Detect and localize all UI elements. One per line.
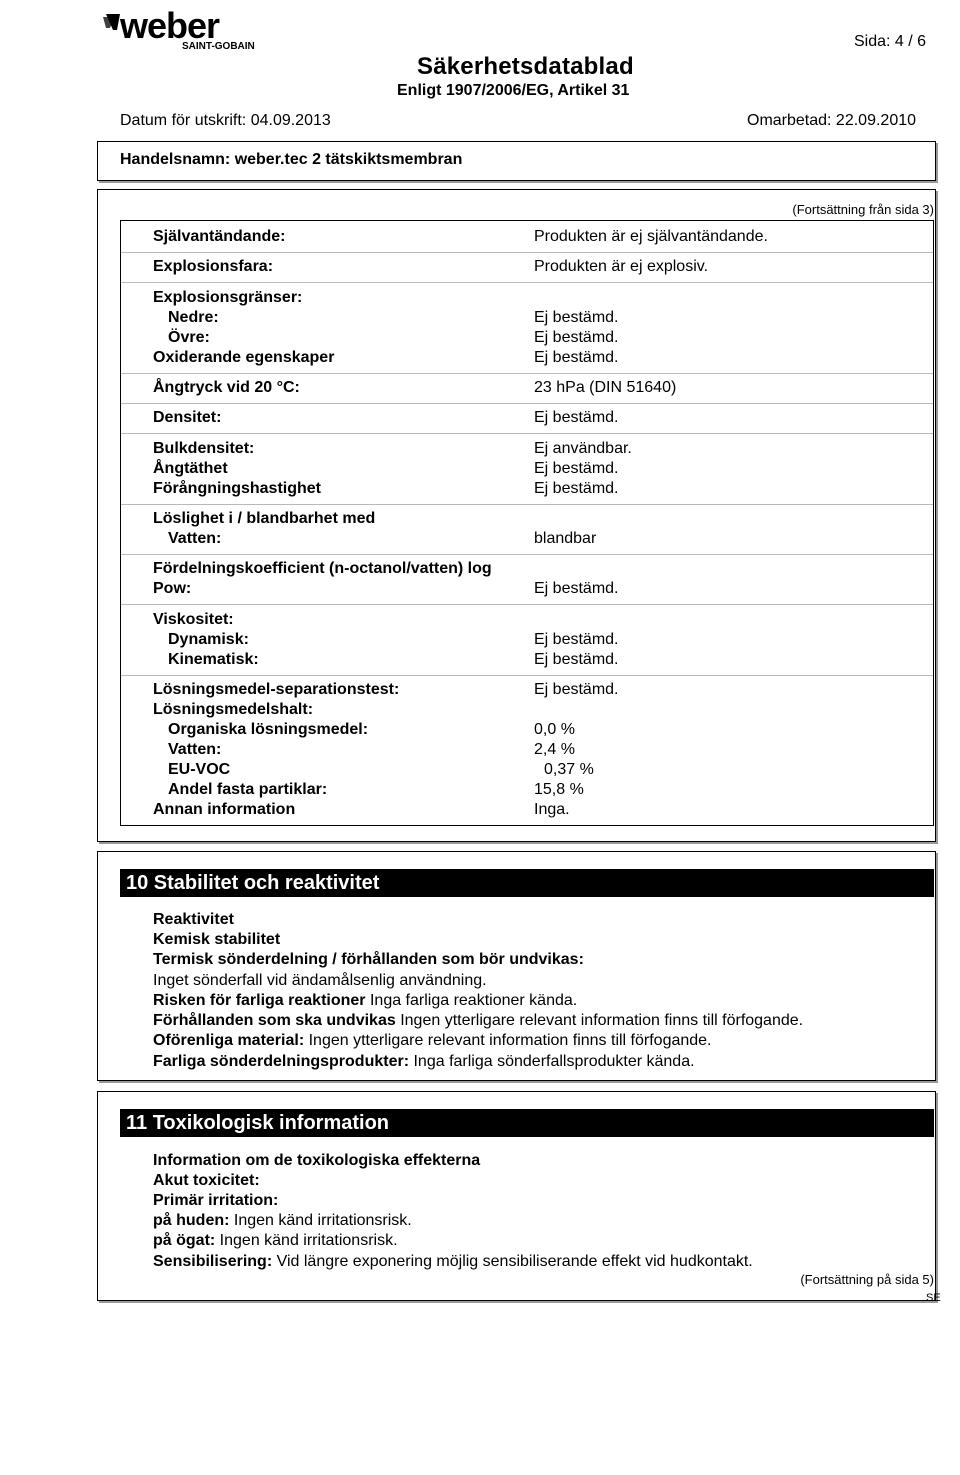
vapour-pressure-value: 23 hPa (DIN 51640) bbox=[534, 379, 677, 396]
evaporation-rate-value: Ej bestämd. bbox=[534, 480, 619, 497]
revision-date: Omarbetad: 22.09.2010 bbox=[747, 112, 917, 129]
oxidizing-value: Ej bestämd. bbox=[534, 349, 619, 366]
organic-solvents-value: 0,0 % bbox=[534, 721, 575, 738]
eu-voc-value: 0,37 % bbox=[544, 761, 594, 778]
skin-irritation: på huden: Ingen känd irritationsrisk. bbox=[153, 1212, 412, 1229]
dynamic-viscosity-label: Dynamisk: bbox=[168, 631, 249, 648]
row-divider bbox=[121, 282, 933, 283]
kinematic-viscosity-label: Kinematisk: bbox=[168, 651, 259, 668]
vapour-density-label: Ångtäthet bbox=[153, 460, 228, 477]
solvent-content-label: Lösningsmedelshalt: bbox=[153, 701, 314, 718]
self-ignition-label: Självantändande: bbox=[153, 228, 286, 245]
pow-label: Pow: bbox=[153, 580, 192, 597]
bulk-density-label: Bulkdensitet: bbox=[153, 440, 255, 457]
document-title: Säkerhetsdatablad bbox=[417, 53, 634, 80]
other-info-label: Annan information bbox=[153, 801, 296, 818]
row-divider bbox=[121, 373, 933, 374]
partition-label: Fördelningskoefficient (n-octanol/vatten) log bbox=[153, 560, 492, 577]
explosion-hazard-label: Explosionsfara: bbox=[153, 258, 274, 275]
explosion-hazard-value: Produkten är ej explosiv. bbox=[534, 258, 709, 275]
language-code: SE bbox=[926, 1292, 941, 1304]
solids-content-value: 15,8 % bbox=[534, 781, 584, 798]
dynamic-viscosity-value: Ej bestämd. bbox=[534, 631, 619, 648]
upper-limit-label: Övre: bbox=[168, 329, 210, 346]
kinematic-viscosity-value: Ej bestämd. bbox=[534, 651, 619, 668]
upper-limit-value: Ej bestämd. bbox=[534, 329, 619, 346]
page-number: Sida: 4 / 6 bbox=[854, 33, 927, 50]
pow-value: Ej bestämd. bbox=[534, 580, 619, 597]
solubility-water-label: Vatten: bbox=[168, 530, 222, 547]
continued-from-note: (Fortsättning från sida 3) bbox=[792, 202, 934, 217]
acute-toxicity-label: Akut toxicitet: bbox=[153, 1172, 260, 1189]
solvent-separation-label: Lösningsmedel-separationstest: bbox=[153, 681, 400, 698]
document-subtitle: Enligt 1907/2006/EG, Artikel 31 bbox=[397, 82, 630, 99]
section-10-heading: 10 Stabilitet och reaktivitet bbox=[120, 869, 934, 897]
lower-limit-label: Nedre: bbox=[168, 309, 219, 326]
density-label: Densitet: bbox=[153, 409, 222, 426]
lower-limit-value: Ej bestämd. bbox=[534, 309, 619, 326]
toxicological-info-heading: Information om de toxikologiska effekterna bbox=[153, 1152, 481, 1169]
solubility-label: Löslighet i / blandbarhet med bbox=[153, 510, 376, 527]
continued-to-note: (Fortsättning på sida 5) bbox=[800, 1272, 934, 1287]
decomposition-products: Farliga sönderdelningsprodukter: Inga farliga sönderfallsprodukter kända. bbox=[153, 1053, 695, 1070]
evaporation-rate-label: Förångningshastighet bbox=[153, 480, 321, 497]
brand-subtext: SAINT-GOBAIN bbox=[182, 41, 255, 52]
water-content-label: Vatten: bbox=[168, 741, 222, 758]
primary-irritation-label: Primär irritation: bbox=[153, 1192, 279, 1209]
viscosity-label: Viskositet: bbox=[153, 611, 234, 628]
organic-solvents-label: Organiska lösningsmedel: bbox=[168, 721, 369, 738]
solubility-water-value: blandbar bbox=[534, 530, 597, 547]
incompatible-materials: Oförenliga material: Ingen ytterligare relevant information finns till förfogande. bbox=[153, 1032, 712, 1049]
thermal-decomposition-value: Inget sönderfall vid ändamålsenlig användning. bbox=[153, 972, 487, 989]
thermal-decomposition-label: Termisk sönderdelning / förhållanden som bör undvikas: bbox=[153, 951, 584, 968]
bulk-density-value: Ej användbar. bbox=[534, 440, 632, 457]
row-divider bbox=[121, 675, 933, 676]
vapour-density-value: Ej bestämd. bbox=[534, 460, 619, 477]
solids-content-label: Andel fasta partiklar: bbox=[168, 781, 328, 798]
print-date: Datum för utskrift: 04.09.2013 bbox=[120, 112, 331, 129]
conditions-to-avoid: Förhållanden som ska undvikas Ingen ytterligare relevant information finns till förfogande. bbox=[153, 1012, 804, 1029]
self-ignition-value: Produkten är ej självantändande. bbox=[534, 228, 768, 245]
reactivity-label: Reaktivitet bbox=[153, 911, 234, 928]
explosion-limits-label: Explosionsgränser: bbox=[153, 289, 303, 306]
sensitisation: Sensibilisering: Vid längre exponering möjlig sensibiliserande effekt vid hudkontakt. bbox=[153, 1253, 753, 1270]
brand-text: weber bbox=[120, 8, 220, 46]
weber-logo bbox=[100, 8, 260, 54]
section-11-heading: 11 Toxikologisk information bbox=[120, 1109, 934, 1137]
other-info-value: Inga. bbox=[534, 801, 570, 818]
row-divider bbox=[121, 604, 933, 605]
row-divider bbox=[121, 504, 933, 505]
eu-voc-label: EU-VOC bbox=[168, 761, 231, 778]
water-content-value: 2,4 % bbox=[534, 741, 575, 758]
trade-name: Handelsnamn: weber.tec 2 tätskiktsmembran bbox=[120, 151, 463, 168]
density-value: Ej bestämd. bbox=[534, 409, 619, 426]
solvent-separation-value: Ej bestämd. bbox=[534, 681, 619, 698]
row-divider bbox=[121, 433, 933, 434]
eye-irritation: på ögat: Ingen känd irritationsrisk. bbox=[153, 1232, 398, 1249]
vapour-pressure-label: Ångtryck vid 20 °C: bbox=[153, 379, 300, 396]
row-divider bbox=[121, 252, 933, 253]
row-divider bbox=[121, 403, 933, 404]
row-divider bbox=[121, 554, 933, 555]
hazardous-reactions: Risken för farliga reaktioner Inga farliga reaktioner kända. bbox=[153, 992, 578, 1009]
chemical-stability-label: Kemisk stabilitet bbox=[153, 931, 281, 948]
oxidizing-label: Oxiderande egenskaper bbox=[153, 349, 335, 366]
